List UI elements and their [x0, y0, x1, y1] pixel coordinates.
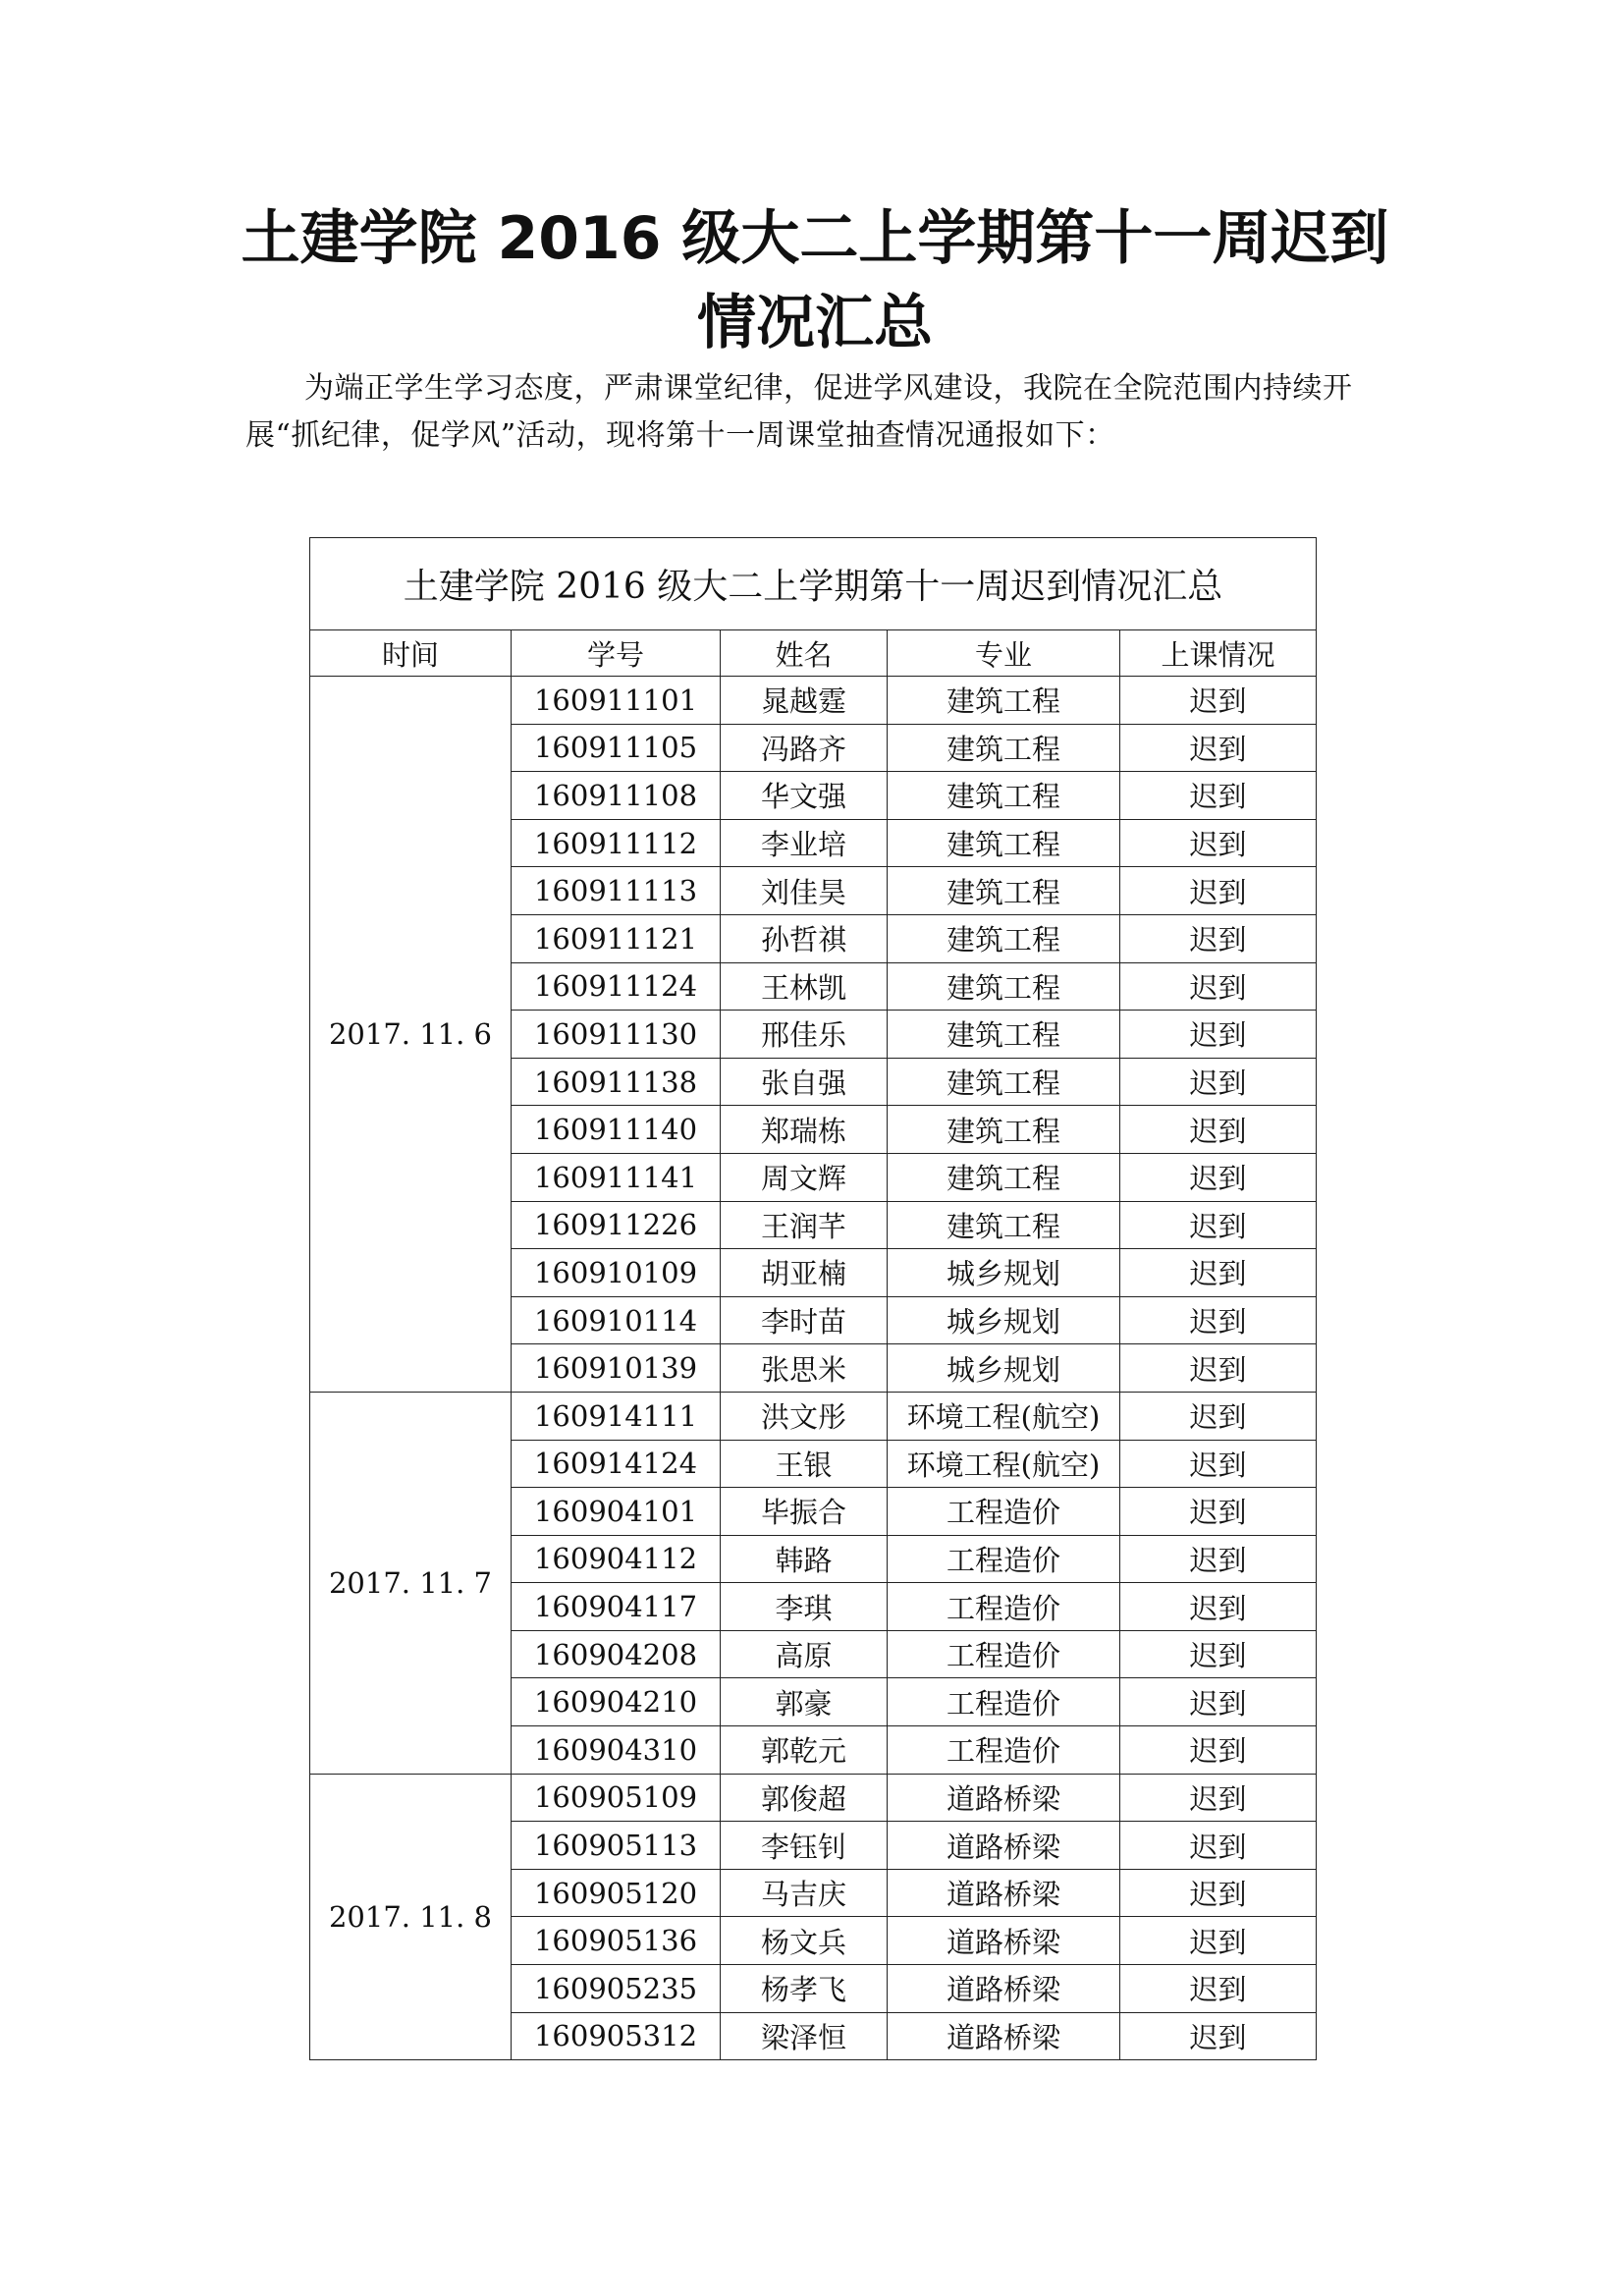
student-name-cell: 杨文兵 [721, 1917, 888, 1965]
date-cell: 2017. 11. 6 [310, 677, 512, 1393]
major-cell: 道路桥梁 [888, 1917, 1120, 1965]
header-time: 时间 [310, 630, 512, 677]
major-cell: 道路桥梁 [888, 1822, 1120, 1870]
document-title-line-1: 土建学院 2016 级大二上学期第十一周迟到 [241, 204, 1389, 273]
student-id-cell: 160904210 [512, 1678, 721, 1726]
student-id-cell: 160914111 [512, 1392, 721, 1440]
student-name-cell: 王林凯 [721, 962, 888, 1011]
student-id-cell: 160911105 [512, 724, 721, 772]
major-cell: 环境工程(航空) [888, 1440, 1120, 1488]
student-id-cell: 160904208 [512, 1630, 721, 1678]
major-cell: 建筑工程 [888, 1201, 1120, 1249]
student-id-cell: 160905235 [512, 1965, 721, 2013]
late-arrival-table [309, 537, 1317, 2060]
student-id-cell: 160905136 [512, 1917, 721, 1965]
attendance-cell: 迟到 [1120, 1296, 1317, 1344]
student-name-cell: 韩路 [721, 1535, 888, 1583]
major-cell: 工程造价 [888, 1488, 1120, 1536]
attendance-cell: 迟到 [1120, 724, 1317, 772]
attendance-cell: 迟到 [1120, 1106, 1317, 1154]
attendance-cell: 迟到 [1120, 1678, 1317, 1726]
header-student-id: 学号 [512, 630, 721, 677]
major-cell: 建筑工程 [888, 772, 1120, 820]
major-cell: 建筑工程 [888, 677, 1120, 725]
attendance-cell: 迟到 [1120, 2012, 1317, 2060]
student-name-cell: 王润芊 [721, 1201, 888, 1249]
attendance-cell: 迟到 [1120, 1011, 1317, 1059]
document-title [236, 196, 1394, 365]
student-name-cell: 邢佳乐 [721, 1011, 888, 1059]
major-cell: 工程造价 [888, 1535, 1120, 1583]
attendance-cell: 迟到 [1120, 772, 1317, 820]
intro-paragraph: 为端正学生学习态度，严肃课堂纪律，促进学风建设，我院在全院范围内持续开展“抓纪律，促学风”活动，现将第十一周课堂抽查情况通报如下： [245, 371, 1353, 453]
student-name-cell: 李业培 [721, 819, 888, 867]
major-cell: 建筑工程 [888, 962, 1120, 1011]
attendance-cell: 迟到 [1120, 1488, 1317, 1536]
student-id-cell: 160911108 [512, 772, 721, 820]
attendance-cell: 迟到 [1120, 962, 1317, 1011]
student-id-cell: 160905109 [512, 1774, 721, 1822]
major-cell: 建筑工程 [888, 819, 1120, 867]
attendance-cell: 迟到 [1120, 1201, 1317, 1249]
student-id-cell: 160904117 [512, 1583, 721, 1631]
major-cell: 城乡规划 [888, 1344, 1120, 1393]
student-name-cell: 周文辉 [721, 1153, 888, 1201]
student-id-cell: 160911124 [512, 962, 721, 1011]
major-cell: 城乡规划 [888, 1249, 1120, 1297]
major-cell: 建筑工程 [888, 914, 1120, 962]
attendance-cell: 迟到 [1120, 677, 1317, 725]
attendance-cell: 迟到 [1120, 1153, 1317, 1201]
attendance-cell: 迟到 [1120, 1058, 1317, 1106]
student-id-cell: 160904310 [512, 1726, 721, 1775]
table-body [310, 677, 1317, 2060]
table-caption: 土建学院 2016 级大二上学期第十一周迟到情况汇总 [310, 538, 1317, 630]
student-id-cell: 160911113 [512, 867, 721, 915]
attendance-cell: 迟到 [1120, 867, 1317, 915]
student-name-cell: 郭乾元 [721, 1726, 888, 1775]
header-name: 姓名 [721, 630, 888, 677]
student-name-cell: 梁泽恒 [721, 2012, 888, 2060]
attendance-cell: 迟到 [1120, 1726, 1317, 1775]
student-name-cell: 李钰钊 [721, 1822, 888, 1870]
major-cell: 道路桥梁 [888, 1869, 1120, 1917]
student-name-cell: 张自强 [721, 1058, 888, 1106]
attendance-cell: 迟到 [1120, 1965, 1317, 2013]
student-id-cell: 160914124 [512, 1440, 721, 1488]
major-cell: 环境工程(航空) [888, 1392, 1120, 1440]
header-attendance: 上课情况 [1120, 630, 1317, 677]
student-id-cell: 160911130 [512, 1011, 721, 1059]
attendance-cell: 迟到 [1120, 1392, 1317, 1440]
attendance-cell: 迟到 [1120, 914, 1317, 962]
student-name-cell: 马吉庆 [721, 1869, 888, 1917]
major-cell: 建筑工程 [888, 867, 1120, 915]
attendance-cell: 迟到 [1120, 1344, 1317, 1393]
student-name-cell: 冯路齐 [721, 724, 888, 772]
attendance-cell: 迟到 [1120, 1440, 1317, 1488]
major-cell: 建筑工程 [888, 1011, 1120, 1059]
student-id-cell: 160910114 [512, 1296, 721, 1344]
student-id-cell: 160910139 [512, 1344, 721, 1393]
major-cell: 建筑工程 [888, 1106, 1120, 1154]
student-id-cell: 160910109 [512, 1249, 721, 1297]
student-name-cell: 刘佳昊 [721, 867, 888, 915]
student-name-cell: 胡亚楠 [721, 1249, 888, 1297]
attendance-cell: 迟到 [1120, 1583, 1317, 1631]
student-name-cell: 毕振合 [721, 1488, 888, 1536]
student-id-cell: 160904101 [512, 1488, 721, 1536]
date-cell: 2017. 11. 8 [310, 1774, 512, 2060]
header-major: 专业 [888, 630, 1120, 677]
major-cell: 建筑工程 [888, 724, 1120, 772]
attendance-cell: 迟到 [1120, 819, 1317, 867]
major-cell: 工程造价 [888, 1630, 1120, 1678]
student-id-cell: 160911112 [512, 819, 721, 867]
student-name-cell: 洪文彤 [721, 1392, 888, 1440]
student-name-cell: 晁越霆 [721, 677, 888, 725]
attendance-cell: 迟到 [1120, 1630, 1317, 1678]
attendance-cell: 迟到 [1120, 1249, 1317, 1297]
student-id-cell: 160911121 [512, 914, 721, 962]
date-cell: 2017. 11. 7 [310, 1392, 512, 1774]
major-cell: 工程造价 [888, 1583, 1120, 1631]
major-cell: 工程造价 [888, 1726, 1120, 1775]
student-name-cell: 李琪 [721, 1583, 888, 1631]
major-cell: 城乡规划 [888, 1296, 1120, 1344]
major-cell: 建筑工程 [888, 1153, 1120, 1201]
major-cell: 道路桥梁 [888, 2012, 1120, 2060]
student-name-cell: 郭俊超 [721, 1774, 888, 1822]
student-id-cell: 160911141 [512, 1153, 721, 1201]
student-id-cell: 160911226 [512, 1201, 721, 1249]
attendance-cell: 迟到 [1120, 1917, 1317, 1965]
student-id-cell: 160911101 [512, 677, 721, 725]
table-row [310, 1774, 1317, 1822]
major-cell: 建筑工程 [888, 1058, 1120, 1106]
student-name-cell: 华文强 [721, 772, 888, 820]
table-header-row [310, 630, 1317, 677]
student-name-cell: 孙哲祺 [721, 914, 888, 962]
table-caption-row [310, 538, 1317, 630]
student-id-cell: 160911138 [512, 1058, 721, 1106]
student-name-cell: 李时苗 [721, 1296, 888, 1344]
student-name-cell: 王银 [721, 1440, 888, 1488]
student-id-cell: 160905312 [512, 2012, 721, 2060]
student-name-cell: 郑瑞栋 [721, 1106, 888, 1154]
table-row [310, 677, 1317, 725]
major-cell: 道路桥梁 [888, 1774, 1120, 1822]
student-name-cell: 高原 [721, 1630, 888, 1678]
attendance-cell: 迟到 [1120, 1869, 1317, 1917]
student-id-cell: 160911140 [512, 1106, 721, 1154]
student-name-cell: 张思米 [721, 1344, 888, 1393]
table-row [310, 1392, 1317, 1440]
student-name-cell: 郭豪 [721, 1678, 888, 1726]
attendance-cell: 迟到 [1120, 1822, 1317, 1870]
major-cell: 工程造价 [888, 1678, 1120, 1726]
student-id-cell: 160905113 [512, 1822, 721, 1870]
student-id-cell: 160905120 [512, 1869, 721, 1917]
student-name-cell: 杨孝飞 [721, 1965, 888, 2013]
attendance-cell: 迟到 [1120, 1535, 1317, 1583]
document-title-line-2: 情况汇总 [697, 289, 933, 357]
attendance-cell: 迟到 [1120, 1774, 1317, 1822]
major-cell: 道路桥梁 [888, 1965, 1120, 2013]
student-id-cell: 160904112 [512, 1535, 721, 1583]
